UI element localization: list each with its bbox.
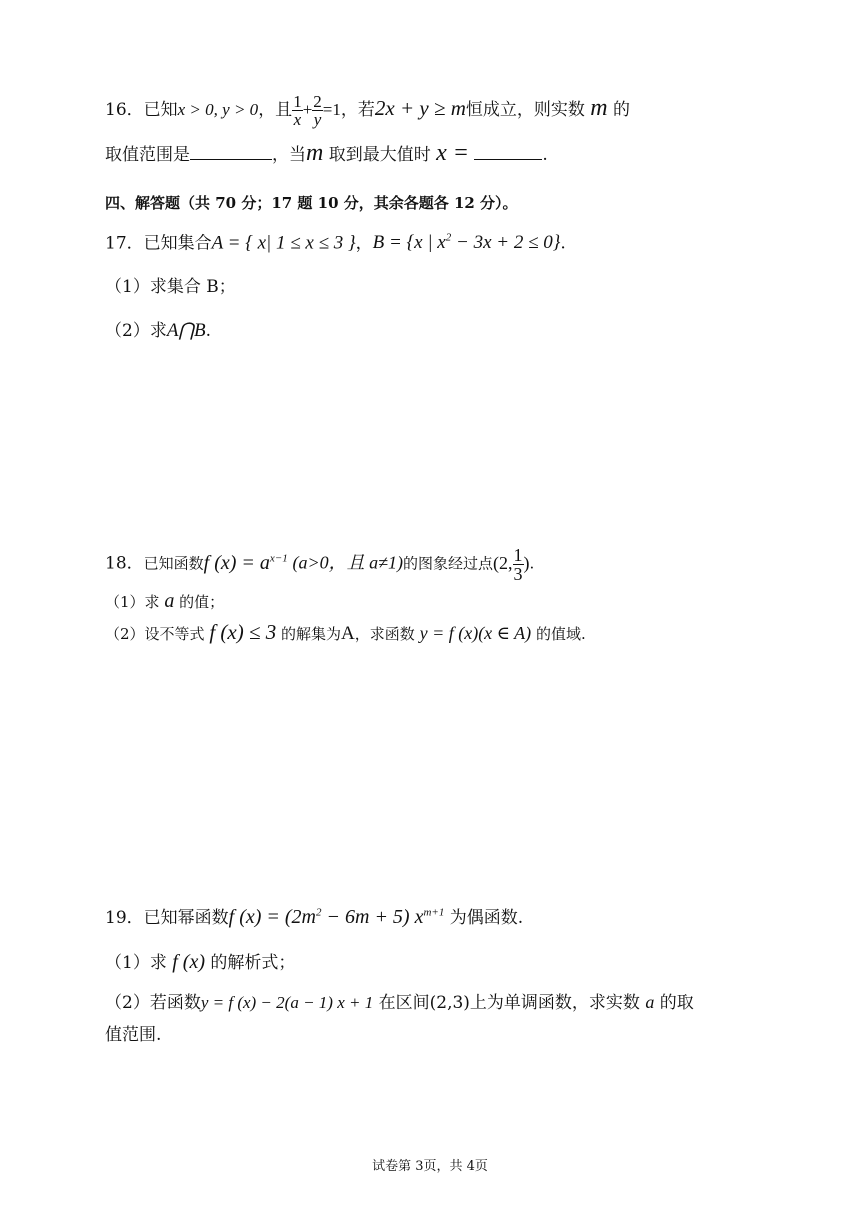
q18-range-function: y = f (x)(x ∈ A)	[419, 623, 532, 643]
q17-part1: （1）求集合 B；	[105, 277, 236, 297]
q18-end: .	[529, 554, 535, 573]
q19-text: 为偶函数.	[449, 908, 524, 928]
q18-text: 的图象经过点	[403, 554, 494, 573]
q19-text: 已知幂函数	[143, 908, 229, 928]
q18-a: a	[164, 590, 175, 612]
section-heading: 四、解答题（共 70 分；17 题 10 分，其余各题各 12 分）。	[105, 194, 518, 212]
q19-number: 19．	[105, 908, 144, 928]
q18-text: 已知函数	[143, 554, 204, 573]
q17-set-a: A = { x| 1 ≤ x ≤ 3 }	[211, 232, 356, 254]
answer-blank-1[interactable]	[190, 143, 272, 160]
q16-m: m	[590, 95, 608, 121]
q18-set-a: A	[341, 623, 355, 644]
page-footer: 试卷第 3页，共 4页	[372, 1159, 488, 1174]
q16-number: 16．	[105, 100, 144, 120]
q19-part2-line2: 值范围.	[105, 1025, 162, 1045]
q16-text: 取到最大值时	[328, 145, 431, 165]
q16-text: ，当	[272, 145, 306, 165]
q17-comma: ，	[355, 233, 373, 254]
q16-text: ，若	[340, 100, 375, 120]
q16-fraction-2: $\frac{2}{y}$	[313, 92, 322, 129]
q19-part1: （1）求 f (x) 的解析式；	[105, 951, 296, 973]
q19-function-y: y = f (x) − 2(a − 1) x + 1	[200, 993, 374, 1012]
q16-plus: +	[302, 100, 313, 119]
q16-end: .	[542, 145, 548, 165]
q16-inequality: 2x + y ≥ m	[374, 96, 466, 120]
q17-end: .	[560, 233, 566, 254]
q19-fx: f (x)	[172, 951, 205, 973]
q18-point: (2, $\frac{1}{3}$ )	[493, 545, 530, 585]
q16-line2	[105, 137, 548, 171]
q17-number: 17．	[105, 233, 144, 254]
q16-text: 恒成立，则实数	[465, 100, 585, 120]
q17-text: 已知集合	[143, 233, 212, 254]
q18-fraction: $\frac{1}{3}$	[513, 545, 523, 585]
q16-text: 已知	[143, 100, 178, 120]
q18-line1	[105, 538, 534, 584]
q16-m: m	[306, 140, 324, 166]
q18-condition: (a>0，且 a≠1)	[292, 552, 404, 573]
q16-x-equals: x =	[436, 140, 470, 166]
q18-part2: （2）设不等式 f (x) ≤ 3 的解集为A，求函数 y = f (x)(x ∈ A) 的值域.	[105, 620, 586, 644]
q16-text: 取值范围是	[105, 145, 190, 165]
q16-condition: x > 0, y > 0	[177, 100, 259, 119]
q18-part1: （1）求 a 的值；	[105, 590, 225, 612]
answer-blank-2[interactable]	[474, 143, 542, 160]
q16-text: ，且	[258, 100, 293, 120]
q19-part2: （2）若函数y = f (x) − 2(a − 1) x + 1 在区间(2,3)上为单调函数，求实数 a 的取	[105, 992, 694, 1013]
q17-set-b: B = {x | $x^2 - 3x + 2 \le 0$}	[372, 232, 561, 254]
q16-line1	[105, 88, 630, 130]
q16-fraction-1: $\frac{1}{x}$	[293, 92, 302, 129]
q17-intersection: A⋂B	[166, 320, 206, 341]
q19-a: a	[645, 992, 655, 1012]
q18-number: 18．	[105, 553, 144, 574]
q16-equals: =1	[322, 100, 341, 119]
q19-function: f $(x) = (2m^2 - 6m + 5)$ $x^{m+1}$	[228, 906, 445, 928]
q19-line1	[105, 903, 523, 929]
q17-part2: （2）求A⋂B.	[105, 320, 212, 341]
q16-text: 的	[613, 100, 631, 120]
q17-line1	[105, 222, 566, 259]
q18-inequality: f (x) ≤ 3	[209, 620, 277, 644]
q18-function: f $(x) = a^{x-1}$	[203, 551, 288, 574]
